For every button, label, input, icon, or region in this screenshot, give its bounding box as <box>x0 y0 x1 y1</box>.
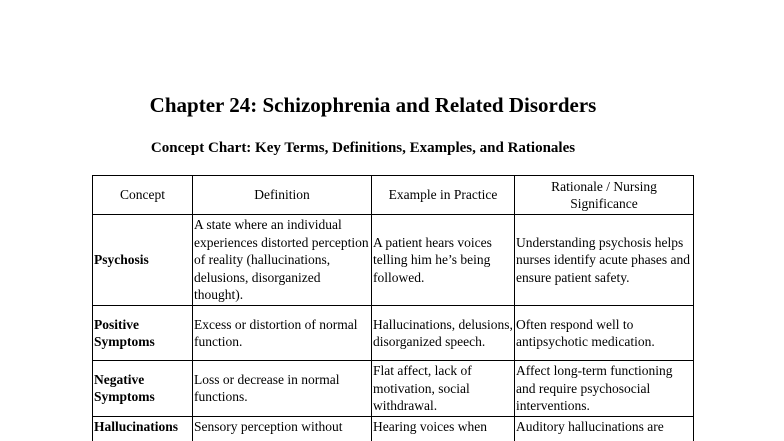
row-rationale: Often respond well to antipsychotic medication. <box>515 306 694 361</box>
concept-chart-table <box>92 175 694 441</box>
row-definition: Sensory perception without <box>193 416 372 441</box>
row-rationale: Affect long-term functioning and require psychosocial interventions. <box>515 361 694 417</box>
row-concept: Negative Symptoms <box>93 361 193 417</box>
row-example: Hallucinations, delusions, disorganized speech. <box>372 306 515 361</box>
row-definition: Excess or distortion of normal function. <box>193 306 372 361</box>
row-concept: Positive Symptoms <box>93 306 193 361</box>
document-subtitle: Concept Chart: Key Terms, Definitions, Examples, and Rationales <box>150 140 576 156</box>
row-definition: A state where an individual experiences distorted perception of reality (hallucinations, delusions, disorganized thought). <box>193 215 372 306</box>
row-example: A patient hears voices telling him he’s being followed. <box>372 215 515 306</box>
table-row <box>93 306 694 361</box>
row-definition: Loss or decrease in normal functions. <box>193 361 372 417</box>
header-rationale: Rationale / Nursing Significance <box>515 176 694 215</box>
row-concept: Psychosis <box>93 215 193 306</box>
row-rationale: Understanding psychosis helps nurses identify acute phases and ensure patient safety. <box>515 215 694 306</box>
table-header-row <box>93 176 694 215</box>
row-example: Flat affect, lack of motivation, social withdrawal. <box>372 361 515 417</box>
row-example: Hearing voices when <box>372 416 515 441</box>
row-concept: Hallucinations <box>93 416 193 441</box>
table-row <box>93 416 694 441</box>
header-concept: Concept <box>93 176 193 215</box>
header-example: Example in Practice <box>372 176 515 215</box>
document-title: Chapter 24: Schizophrenia and Related Disorders <box>149 93 597 117</box>
header-definition: Definition <box>193 176 372 215</box>
table-row <box>93 361 694 417</box>
row-rationale: Auditory hallucinations are <box>515 416 694 441</box>
table-row <box>93 215 694 306</box>
